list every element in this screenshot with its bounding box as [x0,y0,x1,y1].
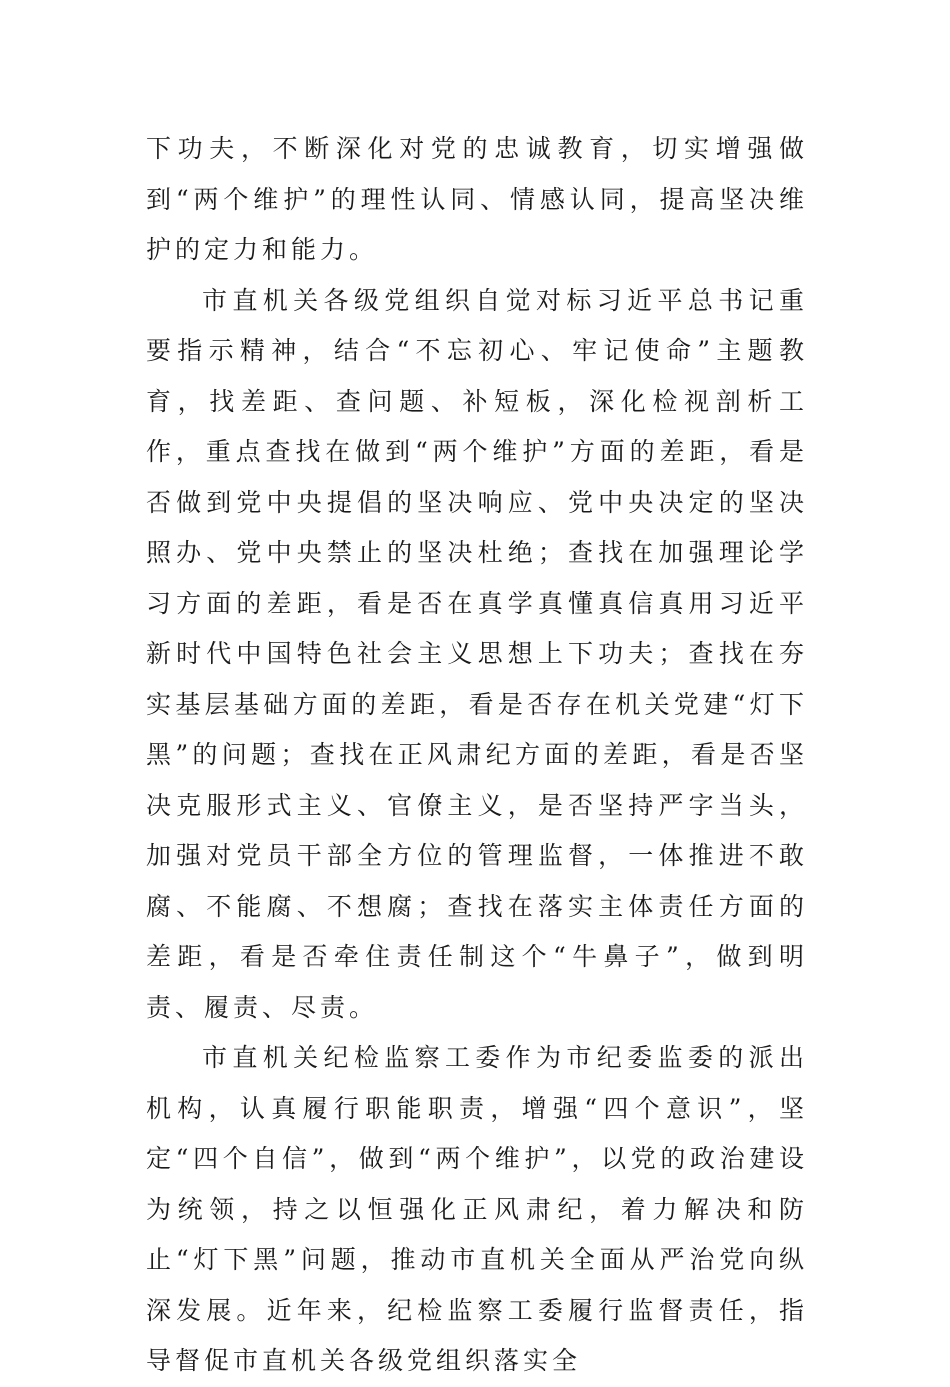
paragraph-2: 市直机关各级党组织自觉对标习近平总书记重要指示精神，结合“不忘初心、牢记使命”主题教育，找差距、查问题、补短板，深化检视剖析工作，重点查找在做到“两个维护”方面的差距，看是否做到党中央提倡的坚决响应、党中央决定的坚决照办、党中央禁止的坚决杜绝；查找在加强理论学习方面的差距，看是否在真学真懂真信真用习近平新时代中国特色社会主义思想上下功夫；查找在夯实基层基础方面的差距，看是否存在机关党建“灯下黑”的问题；查找在正风肃纪方面的差距，看是否坚决克服形式主义、官僚主义，是否坚持严字当头，加强对党员干部全方位的管理监督，一体推进不敢腐、不能腐、不想腐；查找在落实主体责任方面的差距，看是否牵住责任制这个“牛鼻子”，做到明责、履责、尽责。 [146,285,808,1022]
document-body [146,124,808,1387]
paragraph-3: 市直机关纪检监察工委作为市纪委监委的派出机构，认真履行职能职责，增强“四个意识”，坚定“四个自信”，做到“两个维护”，以党的政治建设为统领，持之以恒强化正风肃纪，着力解决和防止“灯下黑”问题，推动市直机关全面从严治党向纵深发展。近年来，纪检监察工委履行监督责任，指导督促市直机关各级党组织落实全 [146,1043,808,1375]
paragraph-1: 下功夫，不断深化对党的忠诚教育，切实增强做到“两个维护”的理性认同、情感认同，提高坚决维护的定力和能力。 [146,134,808,264]
